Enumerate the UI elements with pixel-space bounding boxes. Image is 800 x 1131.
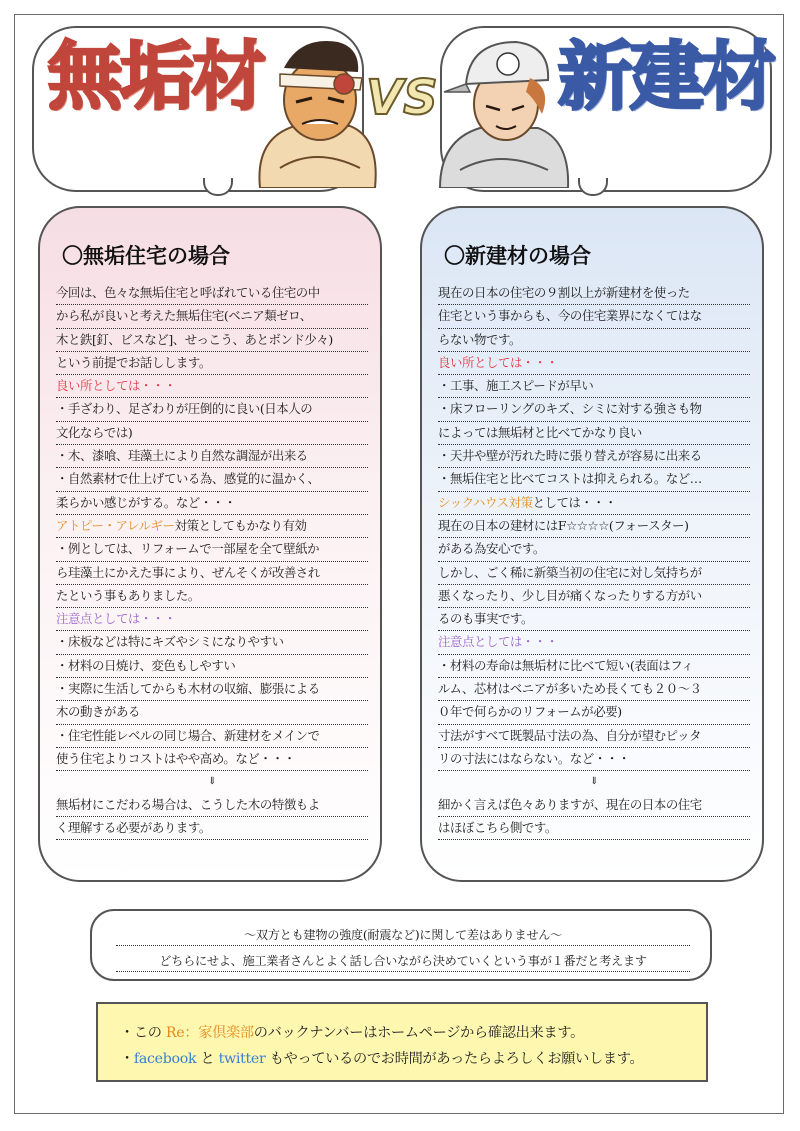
text-line: によっては無垢材と比べてかなり良い xyxy=(438,422,750,445)
text-line: 柔らかい感じがする。など・・・ xyxy=(56,492,368,515)
muku-text-body xyxy=(56,282,368,840)
merits-label: 良い所としては・・・ xyxy=(56,375,368,398)
text-line: 使う住宅よりコストはやや高め。など・・・ xyxy=(56,748,368,771)
notice-line-1-prefix: ・この xyxy=(120,1025,166,1041)
shinkenzai-column xyxy=(420,206,764,882)
text-line: るのも事実です。 xyxy=(438,608,750,631)
text-line: ・床板などは特にキズやシミになりやすい xyxy=(56,631,368,654)
right-title: 新建材 xyxy=(558,34,774,120)
facebook-link[interactable]: facebook xyxy=(133,1051,197,1067)
text-line: 木と鉄[釘、ビスなど]、せっこう、あとボンド少々) xyxy=(56,329,368,352)
shinkenzai-character-illustration xyxy=(430,28,580,188)
section-label xyxy=(438,492,750,515)
text-line: がある為安心です。 xyxy=(438,538,750,561)
text-line: ・実際に生活してからも木材の収縮、膨張による xyxy=(56,678,368,701)
text-line: く理解する必要があります。 xyxy=(56,817,368,840)
highlight-phrase: シックハウス対策 xyxy=(438,494,533,510)
muku-column xyxy=(38,206,382,882)
text-line: 無垢材にこだわる場合は、こうした木の特徴もよ xyxy=(56,794,368,817)
merits-label: 良い所としては・・・ xyxy=(438,352,750,375)
notice-line-1 xyxy=(120,1022,584,1042)
text-line: 現在の日本の建材にはF☆☆☆☆(フォースター) xyxy=(438,515,750,538)
text-line: ら珪藻土にかえた事により、ぜんそくが改善され xyxy=(56,562,368,585)
text-line: ・例としては、リフォームで一部屋を全て壁紙か xyxy=(56,538,368,561)
vs-label: VS xyxy=(366,70,438,126)
text-line: たという事もありました。 xyxy=(56,585,368,608)
text-line: 現在の日本の住宅の９割以上が新建材を使った xyxy=(438,282,750,305)
text-line: ・材料の寿命は無垢材に比べて短い(表面はフィ xyxy=(438,655,750,678)
text-line: ・材料の日焼け、変色もしやすい xyxy=(56,655,368,678)
text-line: 文化ならでは) xyxy=(56,422,368,445)
text-line: ・手ざわり、足ざわりが圧倒的に良い(日本人の xyxy=(56,398,368,421)
text-line: という前提でお話しします。 xyxy=(56,352,368,375)
text-line: 悪くなったり、少し目が痛くなったりする方がい xyxy=(438,585,750,608)
text-line: らない物です。 xyxy=(438,329,750,352)
text-line: 今回は、色々な無垢住宅と呼ばれている住宅の中 xyxy=(56,282,368,305)
text-line: から私が良いと考えた無垢住宅(ベニア類ゼロ、 xyxy=(56,305,368,328)
highlight-phrase: アトピー・アレルギー xyxy=(56,517,175,533)
down-arrow-icon: ⇓ xyxy=(590,776,598,788)
summary-box xyxy=(90,909,712,981)
text-line: 木の動きがある xyxy=(56,701,368,724)
muku-heading: 〇無垢住宅の場合 xyxy=(62,244,230,268)
summary-line-2: どちらにせよ、施工業者さんとよく話し合いながら決めていくという事が１番だと考えます xyxy=(116,951,690,972)
notice-line-2-and: と xyxy=(196,1051,219,1067)
section-label-rest: 対策としてもかなり有効 xyxy=(174,517,307,533)
text-line: ・床フローリングのキズ、シミに対する強さも物 xyxy=(438,398,750,421)
section-label-rest: としては・・・ xyxy=(532,494,617,510)
section-label xyxy=(56,515,368,538)
text-line: ・工事、施工スピードが早い xyxy=(438,375,750,398)
text-line: ・自然素材で仕上げている為、感覚的に温かく、 xyxy=(56,468,368,491)
text-line: ・天井や壁が汚れた時に張り替えが容易に出来る xyxy=(438,445,750,468)
cautions-label: 注意点としては・・・ xyxy=(438,631,750,654)
club-name-link[interactable]: Re：家倶楽部 xyxy=(165,1025,254,1041)
left-title: 無垢材 xyxy=(48,34,264,120)
text-line: 細かく言えば色々ありますが、現在の日本の住宅 xyxy=(438,794,750,817)
notice-line-2-prefix: ・ xyxy=(120,1051,134,1067)
shinkenzai-text-body xyxy=(438,282,750,840)
text-line: ・住宅性能レベルの同じ場合、新建材をメインで xyxy=(56,725,368,748)
text-line: しかし、ごく稀に新築当初の住宅に対し気持ちが xyxy=(438,562,750,585)
notice-line-2-text: もやっているのでお時間があったらよろしくお願いします。 xyxy=(265,1051,644,1067)
text-line: 住宅という事からも、今の住宅業界になくてはな xyxy=(438,305,750,328)
text-line: 寸法がすべて既製品寸法の為、自分が望むピッタ xyxy=(438,725,750,748)
text-line: ・無垢住宅と比べてコストは抑えられる。など… xyxy=(438,468,750,491)
twitter-link[interactable]: twitter xyxy=(218,1051,266,1067)
notice-line-1-text: のバックナンバーはホームページから確認出来ます。 xyxy=(253,1025,584,1041)
text-line: リの寸法にはならない。など・・・ xyxy=(438,748,750,771)
summary-line-1: ～双方とも建物の強度(耐震など)に関して差はありません～ xyxy=(116,925,690,946)
shinkenzai-heading: 〇新建材の場合 xyxy=(444,244,591,268)
cautions-label: 注意点としては・・・ xyxy=(56,608,368,631)
text-line: はほぼこちら側です。 xyxy=(438,817,750,840)
text-line: ０年で何らかのリフォームが必要) xyxy=(438,701,750,724)
notice-box xyxy=(96,1002,708,1082)
notice-line-2 xyxy=(120,1048,643,1068)
down-arrow-icon: ⇓ xyxy=(208,776,216,788)
text-line: ・木、漆喰、珪藻土により自然な調湿が出来る xyxy=(56,445,368,468)
text-line: ルム、芯材はベニアが多いため長くても２０～３ xyxy=(438,678,750,701)
